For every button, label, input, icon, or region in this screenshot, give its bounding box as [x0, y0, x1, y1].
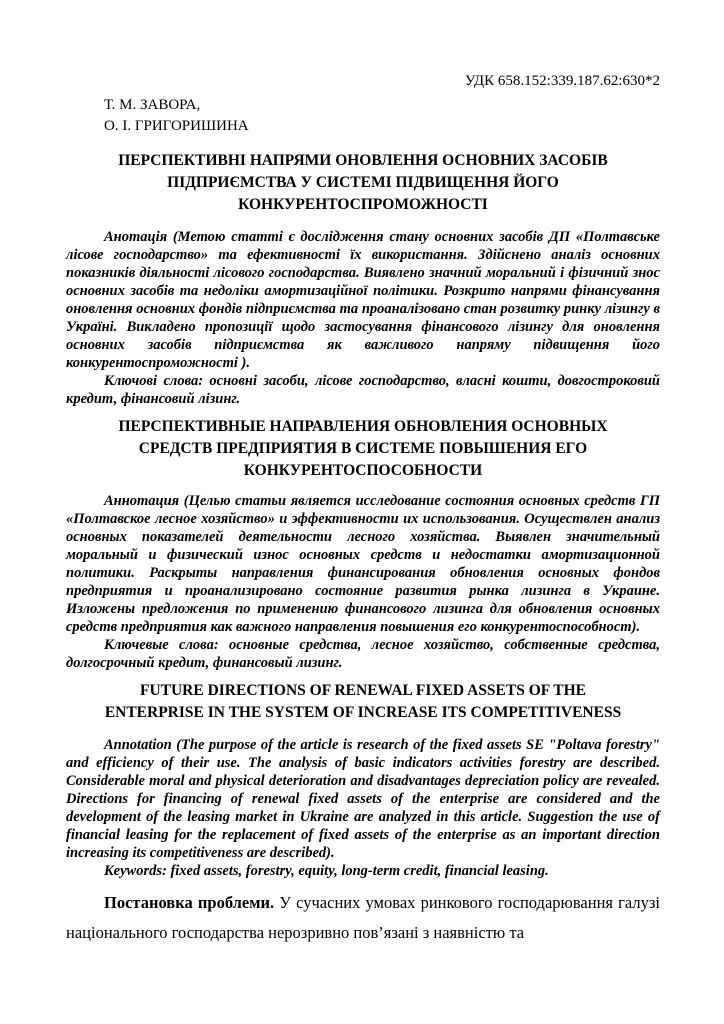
title-line: ПЕРСПЕКТИВНІ НАПРЯМИ ОНОВЛЕННЯ ОСНОВНИХ ЗАСОБІВ — [118, 152, 608, 169]
title-line: ENTERPRISE IN THE SYSTEM OF INCREASE ITS COMPETITIVENESS — [104, 704, 622, 721]
title-line: СРЕДСТВ ПРЕДПРИЯТИЯ В СИСТЕМЕ ПОВЫШЕНИЯ ЕГО — [138, 440, 588, 457]
article-title-uk — [66, 150, 660, 216]
abstract-uk: Анотація (Метою статті є дослідження стану основних засобів ДП «Полтавське лісове господарство» та ефективності їх використання. Здійснено аналіз основних показників діяльності лісового господарства. Виявлено значний моральний і фізичний знос основних засобів та недоліки амортизаційної політики. Розкрито напрями фінансування оновлення основних фондів підприємства та проаналізовано стан розвитку ринку лізингу в Україні. Викладено пропозиції щодо застосування фінансового лізингу для оновлення основних засобів підприємства як важливого напряму підвищення його конкурентоспроможності ). — [66, 229, 660, 371]
author-name: Т. М. ЗАВОРА, — [104, 97, 201, 113]
title-line: КОНКУРЕНТОСПРОМОЖНОСТІ — [238, 196, 488, 213]
author-name: О. І. ГРИГОРИШИНА — [104, 118, 249, 134]
title-line: ПІДПРИЄМСТВА У СИСТЕМІ ПІДВИЩЕННЯ ЙОГО — [167, 174, 559, 191]
paragraph-lead: Постановка проблеми. — [104, 893, 275, 912]
keywords-en: Keywords: fixed assets, forestry, equity, long-term credit, financial leasing. — [104, 863, 549, 879]
problem-statement-paragraph — [66, 888, 660, 948]
keywords-uk: Ключові слова: основні засоби, лісове господарство, власні кошти, довгостроковий кредит, фінансовий лізинг. — [66, 373, 660, 407]
title-line: ПЕРСПЕКТИВНЫЕ НАПРАВЛЕНИЯ ОБНОВЛЕНИЯ ОСНОВНЫХ — [118, 418, 608, 435]
title-line: FUTURE DIRECTIONS OF RENEWAL FIXED ASSETS OF THE — [139, 682, 587, 699]
article-title-ru — [66, 416, 660, 482]
title-line: КОНКУРЕНТОСПОСОБНОСТИ — [243, 462, 483, 479]
abstract-ru: Аннотация (Целью статьи является исследование состояния основных средств ГП «Полтавское лесное хозяйство» и эффективности их использования. Осуществлен анализ основных показателей деятельности лесного хозяйства. Выявлен значительный моральный и физический износ основных средств и недостатки амортизационной политики. Раскрыты направления финансирования обновления основных фондов предприятия и проанализировано состояние развития рынка лизинга в Украине. Изложены предложения по применению финансового лизинга для обновления основных средств предприятия как важного направления повышения его конкурентоспособност). — [66, 493, 660, 635]
abstract-en: Annotation (The purpose of the article is research of the fixed assets SE "Poltava forestry" and efficiency of their use. The analysis of basic indicators activities forestry are described. Considerable moral and physical deterioration and disadvantages depreciation policy are revealed. Directions for financing of renewal fixed assets of the enterprise are considered and the development of the leasing market in Ukraine are analyzed in this article. Suggestion the use of financial leasing for the replacement of fixed assets of the enterprise as an important direction increasing its competitiveness are described). — [66, 737, 660, 861]
keywords-ru: Ключевые слова: основные средства, лесное хозяйство, собственные средства, долгосрочный кредит, финансовый лизинг. — [66, 637, 660, 671]
authors-block — [104, 95, 660, 137]
article-title-en — [66, 680, 660, 724]
udc-code: УДК 658.152:339.187.62:630*2 — [464, 73, 660, 89]
paragraph-text: У сучасних умовах ринкового господарювання галузі національного господарства нерозривно пов’язані з наявністю та — [66, 893, 660, 942]
